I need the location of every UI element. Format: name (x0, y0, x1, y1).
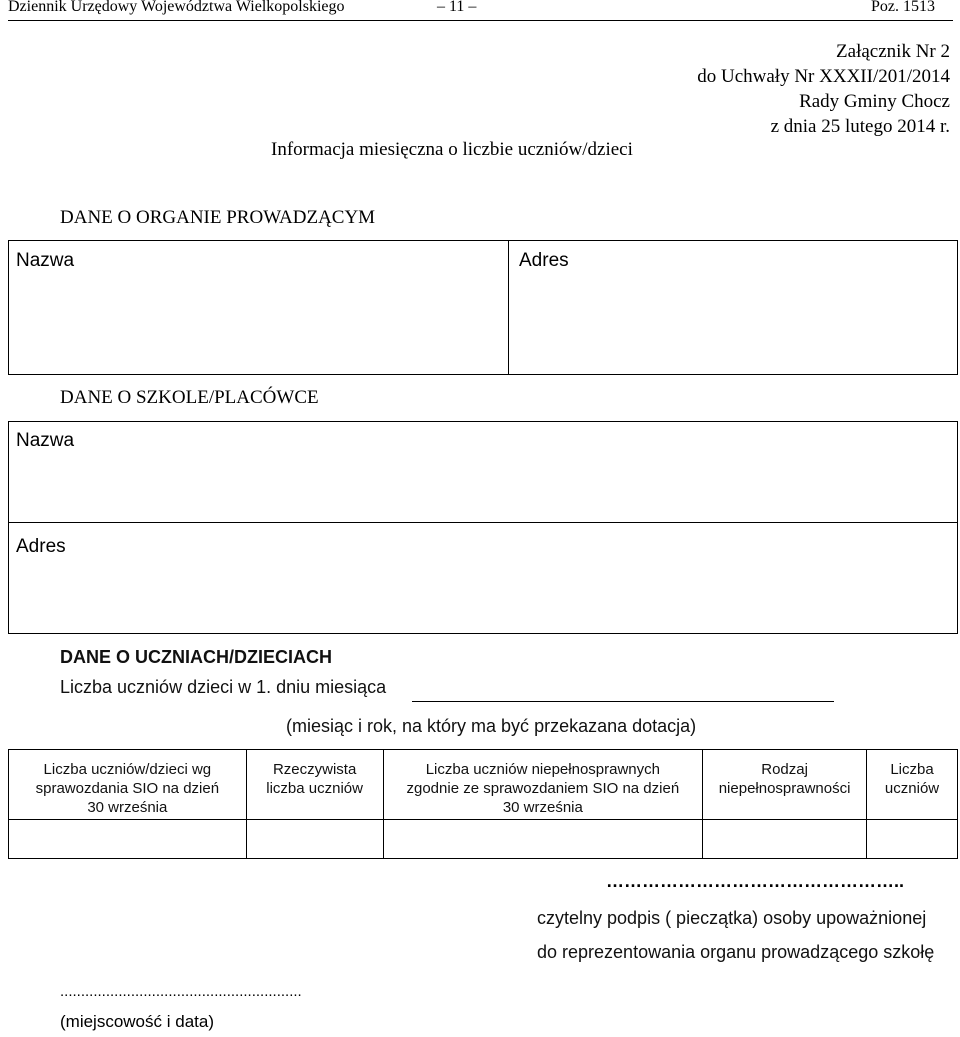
col-disabled-count-header (383, 750, 703, 820)
school-name-box (8, 421, 958, 523)
col-disabled-count-line-2: zgodnie ze sprawozdaniem SIO na dzień (406, 780, 680, 797)
col-disabled-count-line-1: Liczba uczniów niepełnosprawnych (425, 761, 660, 778)
table-cell-empty[interactable] (703, 820, 867, 859)
col-students-count-line-2: uczniów (884, 780, 940, 797)
page-number: – 11 – (437, 0, 477, 15)
students-table (8, 749, 958, 859)
col-students-count-line-1: Liczba (890, 761, 934, 778)
table-cell-empty[interactable] (383, 820, 703, 859)
form-title: Informacja miesięczna o liczbie uczniów/dzieci (271, 139, 633, 160)
col-disability-type-header (703, 750, 867, 820)
col-sio-count-header (9, 750, 247, 820)
col-sio-count-line-3: 30 września (87, 799, 168, 816)
school-address-label: Adres (16, 536, 66, 557)
col-students-count-header (867, 750, 958, 820)
month-underline (412, 701, 834, 702)
attachment-line-3: Rady Gminy Chocz (799, 91, 950, 112)
col-actual-count-line-2: liczba uczniów (266, 780, 363, 797)
organ-address-label: Adres (519, 250, 569, 271)
month-note: (miesiąc i rok, na który ma być przekazana dotacja) (286, 716, 697, 736)
organ-box (8, 240, 958, 375)
organ-heading: DANE O ORGANIE PROWADZĄCYM (60, 207, 376, 228)
col-disability-type-line-2: niepełnosprawności (718, 780, 851, 797)
attachment-line-2: do Uchwały Nr XXXII/201/2014 (697, 66, 950, 87)
table-cell-empty[interactable] (246, 820, 383, 859)
students-count-line: Liczba uczniów dzieci w 1. dniu miesiąca (60, 677, 387, 697)
col-sio-count-line-1: Liczba uczniów/dzieci wg (43, 761, 212, 778)
organ-box-divider (508, 240, 509, 375)
signature-dots: ………………………………………….. (606, 871, 905, 891)
place-date-dots: .......................................................... (60, 983, 302, 1000)
col-disabled-count-line-3: 30 września (502, 799, 583, 816)
organ-name-label: Nazwa (16, 250, 75, 271)
col-sio-count-line-2: sprawozdania SIO na dzień (35, 780, 220, 797)
school-address-box (8, 522, 958, 634)
signature-caption-2: do reprezentowania organu prowadzącego szkołę (537, 942, 935, 962)
table-cell-empty[interactable] (9, 820, 247, 859)
signature-caption-1: czytelny podpis ( pieczątka) osoby upoważnionej (537, 908, 927, 928)
table-cell-empty[interactable] (867, 820, 958, 859)
attachment-line-4: z dnia 25 lutego 2014 r. (770, 116, 950, 137)
place-date-label: (miejscowość i data) (60, 1012, 214, 1031)
attachment-line-1: Załącznik Nr 2 (836, 41, 950, 62)
position-number: Poz. 1513 (871, 0, 935, 15)
col-actual-count-line-1: Rzeczywista (272, 761, 357, 778)
students-heading: DANE O UCZNIACH/DZIECIACH (60, 647, 332, 667)
journal-name: Dziennik Urzędowy Województwa Wielkopolskiego (8, 0, 345, 15)
col-disability-type-line-1: Rodzaj (761, 761, 808, 778)
col-actual-count-header (246, 750, 383, 820)
school-name-label: Nazwa (16, 430, 75, 451)
school-heading: DANE O SZKOLE/PLACÓWCE (60, 387, 319, 408)
header-rule (8, 20, 953, 21)
table-row (9, 820, 958, 859)
table-header-row (9, 750, 958, 820)
